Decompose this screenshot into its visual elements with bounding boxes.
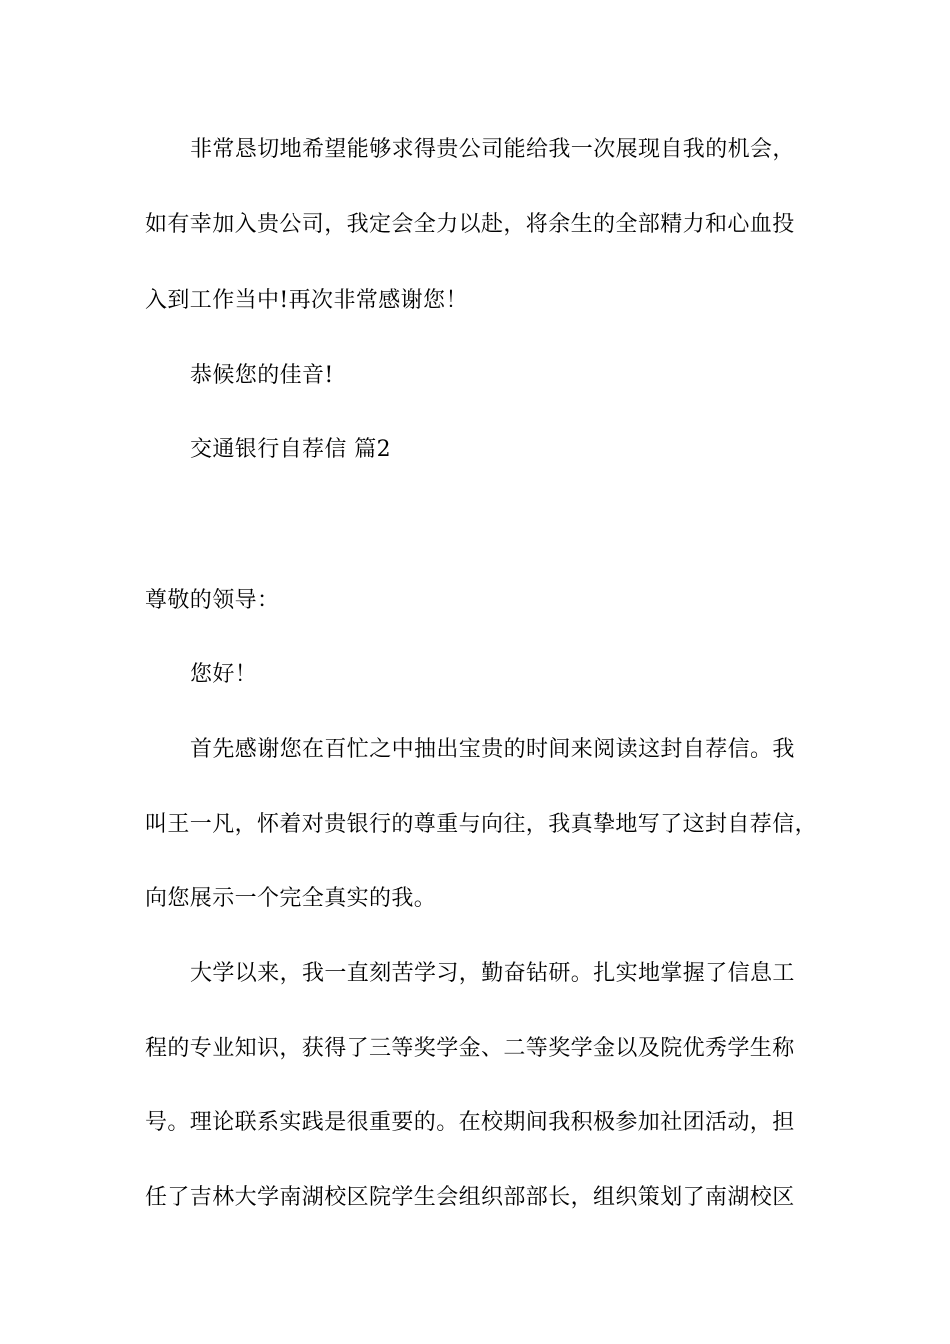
salutation: 尊敬的领导： (145, 588, 280, 613)
paragraph-line: 任了吉林大学南湖校区院学生会组织部部长，组织策划了南湖校区 (145, 1185, 795, 1210)
section-heading: 交通银行自荐信 篇2 (190, 437, 391, 462)
paragraph-line: 叫王一凡，怀着对贵银行的尊重与向往，我真挚地写了这封自荐信， (145, 812, 818, 837)
paragraph-line: 程的专业知识，获得了三等奖学金、二等奖学金以及院优秀学生称 (145, 1036, 795, 1061)
greeting: 您好！ (190, 662, 258, 687)
paragraph-line: 如有幸加入贵公司，我定会全力以赴，将余生的全部精力和心血投 (145, 212, 795, 237)
paragraph-line: 大学以来，我一直刻苦学习，勤奋钻研。扎实地掌握了信息工 (190, 961, 795, 986)
paragraph-line: 向您展示一个完全真实的我。 (145, 886, 437, 911)
closing-line: 恭候您的佳音! (190, 363, 334, 388)
paragraph-line: 首先感谢您在百忙之中抽出宝贵的时间来阅读这封自荐信。我 (190, 737, 795, 762)
paragraph-line: 非常恳切地希望能够求得贵公司能给我一次展现自我的机会， (190, 137, 795, 162)
paragraph-line: 入到工作当中!再次非常感谢您！ (145, 288, 468, 313)
paragraph-line: 号。理论联系实践是很重要的。在校期间我积极参加社团活动，担 (145, 1110, 795, 1135)
